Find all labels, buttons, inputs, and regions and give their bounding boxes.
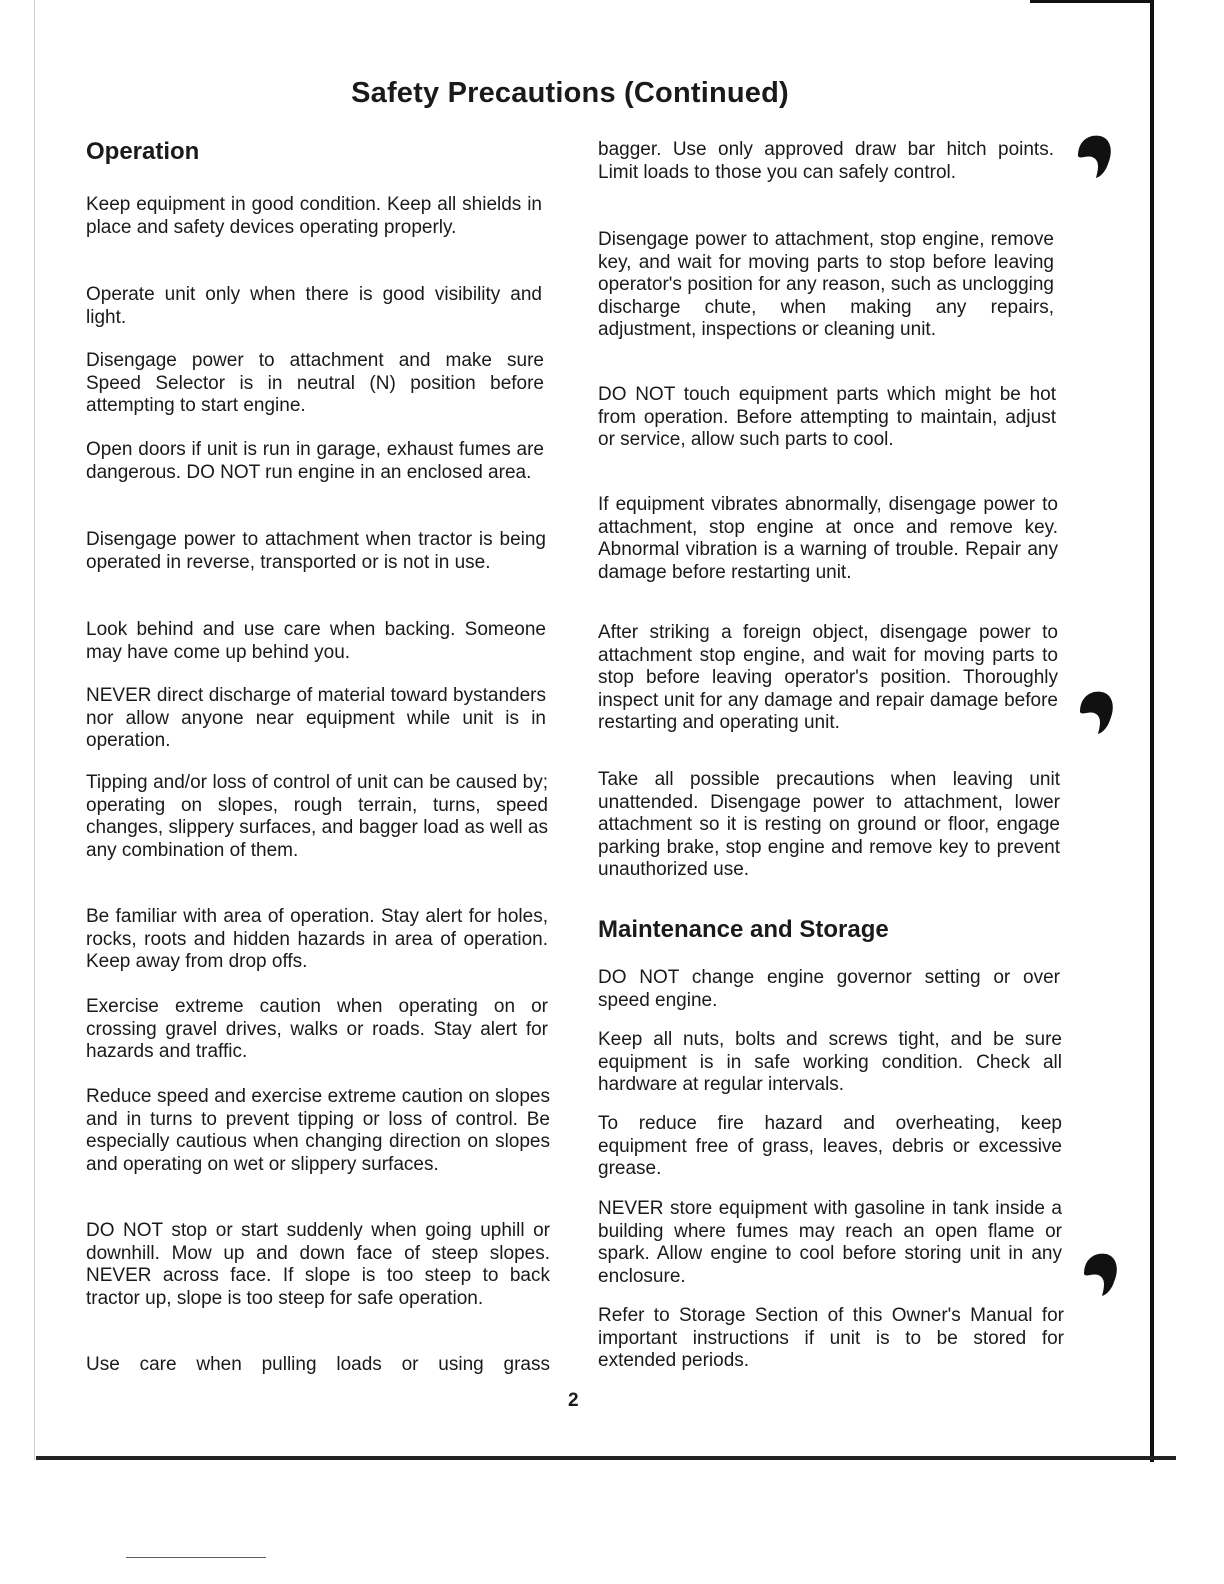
paragraph: Refer to Storage Section of this Owner's Manual for important instructions if unit is to be stored for extended periods.	[598, 1305, 1064, 1371]
paragraph: Keep all nuts, bolts and screws tight, and be sure equipment is in safe working condition. Check all hardware at regular intervals.	[598, 1029, 1062, 1095]
paragraph: DO NOT stop or start suddenly when going uphill or downhill. Mow up and down face of steep slopes. NEVER across face. If slope is too steep to back tractor up, slope is too steep for safe operation.	[86, 1220, 550, 1309]
bottom-edge-rule	[36, 1456, 1176, 1460]
paragraph: Be familiar with area of operation. Stay alert for holes, rocks, roots and hidden hazards in area of operation. Keep away from drop offs.	[86, 906, 548, 972]
paragraph: Exercise extreme caution when operating on or crossing gravel drives, walks or roads. Stay alert for hazards and traffic.	[86, 996, 548, 1062]
paragraph: Reduce speed and exercise extreme caution on slopes and in turns to prevent tipping or loss of control. Be especially cautious when changing direction on slopes and operating on wet or slippery surfaces.	[86, 1086, 550, 1175]
paragraph: Use care when pulling loads or using grass	[86, 1354, 550, 1375]
page-number: 2	[568, 1390, 579, 1411]
paragraph: Tipping and/or loss of control of unit can be caused by; operating on slopes, rough terrain, turns, speed changes, slippery surfaces, and bagger load as well as any combination of them.	[86, 772, 548, 861]
punch-hole-icon	[1078, 1248, 1122, 1300]
paragraph: Open doors if unit is run in garage, exhaust fumes are dangerous. DO NOT run engine in an enclosed area.	[86, 439, 544, 483]
punch-hole-icon	[1074, 686, 1118, 738]
paragraph: bagger. Use only approved draw bar hitch points. Limit loads to those you can safely control.	[598, 139, 1054, 183]
footer-line	[126, 1557, 266, 1558]
paragraph: Operate unit only when there is good visibility and light.	[86, 284, 542, 328]
paragraph: Keep equipment in good condition. Keep all shields in place and safety devices operating properly.	[86, 194, 542, 238]
paragraph: NEVER direct discharge of material toward bystanders nor allow anyone near equipment while unit is in operation.	[86, 685, 546, 751]
page-title: Safety Precautions (Continued)	[351, 77, 789, 110]
binding-edge	[1150, 0, 1154, 1462]
paragraph: Look behind and use care when backing. Someone may have come up behind you.	[86, 619, 546, 663]
page-left-edge	[34, 0, 35, 1460]
paragraph: Disengage power to attachment when tractor is being operated in reverse, transported or is not in use.	[86, 529, 546, 573]
paragraph: DO NOT change engine governor setting or over speed engine.	[598, 967, 1060, 1011]
punch-hole-icon	[1072, 130, 1116, 182]
section-heading-operation: Operation	[86, 138, 200, 165]
paragraph: If equipment vibrates abnormally, disengage power to attachment, stop engine at once and remove key. Abnormal vibration is a warning of trouble. Repair any damage before restarting unit.	[598, 494, 1058, 583]
paragraph: NEVER store equipment with gasoline in tank inside a building where fumes may reach an open flame or spark. Allow engine to cool before storing unit in any enclosure.	[598, 1198, 1062, 1287]
top-edge-rule	[1030, 0, 1150, 3]
paragraph: To reduce fire hazard and overheating, keep equipment free of grass, leaves, debris or excessive grease.	[598, 1113, 1062, 1179]
paragraph: Disengage power to attachment, stop engine, remove key, and wait for moving parts to stop before leaving operator's position for any reason, such as unclogging discharge chute, when making any repairs, adjustment, inspections or cleaning unit.	[598, 229, 1054, 340]
paragraph: After striking a foreign object, disengage power to attachment stop engine, and wait for moving parts to stop before leaving operator's position. Thoroughly inspect unit for any damage and repair damage before restarting and operating unit.	[598, 622, 1058, 733]
paragraph: Disengage power to attachment and make sure Speed Selector is in neutral (N) position before attempting to start engine.	[86, 350, 544, 416]
section-heading-maintenance: Maintenance and Storage	[598, 916, 889, 943]
paragraph: DO NOT touch equipment parts which might be hot from operation. Before attempting to maintain, adjust or service, allow such parts to cool.	[598, 384, 1056, 450]
paragraph: Take all possible precautions when leaving unit unattended. Disengage power to attachment, lower attachment so it is resting on ground or floor, engage parking brake, stop engine and remove key to prevent unauthorized use.	[598, 769, 1060, 880]
